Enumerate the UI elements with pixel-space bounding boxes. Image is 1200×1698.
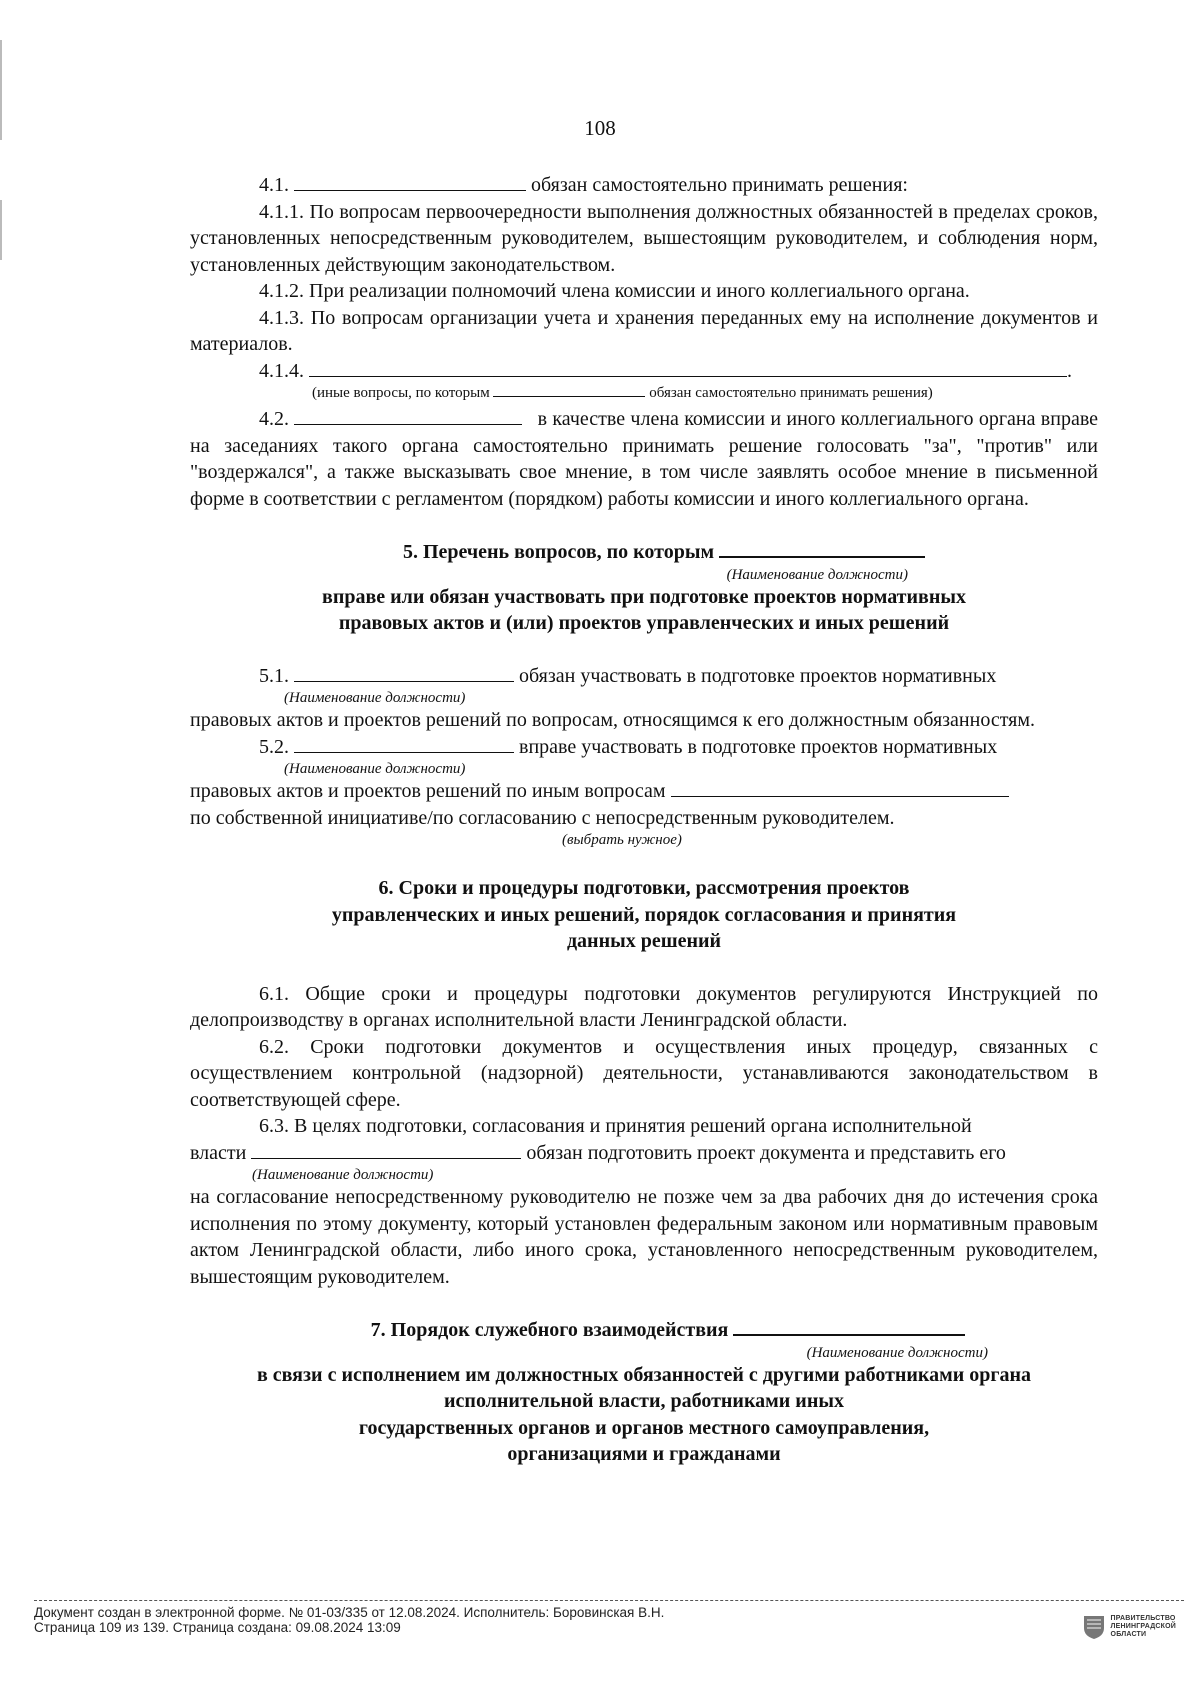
logo-text: ОБЛАСТИ (1110, 1631, 1147, 1638)
paragraph-4-1 (190, 172, 1098, 199)
heading-text: 5. Перечень вопросов, по которым (402, 541, 715, 563)
clause-number: 5.2. (259, 735, 289, 758)
blank-line (493, 384, 645, 397)
coat-of-arms-icon (1083, 1614, 1105, 1640)
footer-line-2: Страница 109 из 139. Страница создана: 09.08.2024 13:09 (34, 1620, 401, 1635)
choose-hint: (выбрать нужное) (562, 832, 682, 848)
section-7-heading-line-5: организациями и гражданами (507, 1443, 781, 1465)
paragraph-6-3-continuation: на согласование непосредственному руководителю не позже чем за два рабочих дня до истечения срока исполнения по этому документу, который установлен федеральным законом или нормативным правовым актом Ленинградской области, либо иного срока, установленного непосредственным руководителем, вышестоящим руководителем. (190, 1186, 1098, 1288)
clause-text: правовых актов и проектов решений по иным вопросам (190, 780, 666, 802)
blank-line (733, 1316, 965, 1336)
blank-line (294, 663, 514, 682)
paragraph-5-2-continuation-2: по собственной инициативе/по согласованию с непосредственным руководителем. (190, 806, 895, 829)
paragraph-4-1-4 (190, 358, 1098, 385)
blank-line (719, 538, 925, 558)
clause-text: обязан самостоятельно принимать решения: (531, 174, 908, 196)
clause-text: органа вправе на заседаниях такого органа самостоятельно принимать решение голосовать "за", "против" или "воздержался", а также высказывать свое мнение, в том числе заявлять особое мнение в письменной форме в соответствии с регламентом (порядком) работы комиссии и иного коллегиального органа. (190, 408, 1099, 510)
blank-line (251, 1140, 521, 1159)
section-6-heading-line-2: управленческих и иных решений, порядок согласования и принятия (331, 903, 957, 926)
blank-line (671, 778, 1009, 797)
heading-hint: (Наименование должности) (806, 1344, 988, 1361)
paragraph-5-2 (190, 734, 1098, 761)
clause-text: вправе участвовать в подготовке проектов нормативных (519, 735, 998, 758)
spacer (190, 512, 1098, 538)
logo-text: ПРАВИТЕЛЬСТВО (1110, 1615, 1176, 1622)
government-logo (1083, 1614, 1176, 1640)
section-6-heading-line-3: данных решений (566, 930, 722, 952)
blank-line (294, 172, 526, 191)
footer-line-1: Документ создан в электронной форме. № 01-03/335 от 12.08.2024. Исполнитель: Боровинская В.Н. (34, 1605, 665, 1620)
clause-text: обязан подготовить проект документа и представить его (526, 1141, 1006, 1164)
heading-hint: (Наименование должности) (726, 566, 908, 583)
paragraph-6-3: 6.3. В целях подготовки, согласования и принятия решений органа исполнительной (259, 1115, 972, 1137)
paragraph-4-1-4-hint (190, 384, 1098, 402)
section-7-heading-line-3: исполнительной власти, работниками иных (444, 1390, 844, 1412)
page-number: 108 (584, 116, 616, 140)
section-7-heading-line-2: в связи с исполнением им должностных обязанностей с другими работниками органа (256, 1363, 1032, 1386)
field-hint: (Наименование должности) (284, 690, 466, 706)
paragraph-4-1-3: 4.1.3. По вопросам организации учета и хранения переданных ему на исполнение документов и материалов. (190, 306, 1098, 355)
scan-edge-mark (0, 200, 2, 260)
clause-text: в качестве члена комиссии и иного коллегиального (537, 408, 974, 430)
clause-number: 4.1. (259, 174, 289, 196)
heading-text: 7. Порядок служебного взаимодействия (370, 1319, 729, 1341)
section-5-heading (190, 538, 1098, 566)
section-7-heading-line-4: государственных органов и органов местного самоуправления, (358, 1416, 930, 1439)
paragraph-5-2-continuation (190, 778, 1098, 805)
clause-number: 5.1. (259, 664, 289, 687)
spacer (190, 849, 1098, 875)
clause-text: обязан участвовать в подготовке проектов нормативных (519, 664, 997, 687)
clause-text: власти (190, 1141, 247, 1164)
paragraph-6-1: 6.1. Общие сроки и процедуры подготовки документов регулируются Инструкцией по делопроизводству в органах исполнительной власти Ленинградской области. (190, 982, 1098, 1031)
hint-text: (иные вопросы, по которым (312, 385, 490, 401)
blank-line (294, 406, 522, 425)
blank-line (309, 358, 1067, 377)
paragraph-5-1 (190, 663, 1098, 690)
section-7-heading (190, 1316, 1098, 1344)
paragraph-4-1-1: 4.1.1. По вопросам первоочередности выполнения должностных обязанностей в пределах сроков, установленных непосредственным руководителем, вышестоящим руководителем, и соблюдения норм, установленных действующим законодательством. (190, 200, 1098, 276)
document-footer (34, 1600, 1184, 1635)
hint-text: обязан самостоятельно принимать решения) (649, 385, 933, 401)
clause-end: . (1067, 359, 1072, 382)
document-body (190, 172, 1098, 1468)
spacer (190, 1290, 1098, 1316)
paragraph-4-1-2: 4.1.2. При реализации полномочий члена комиссии и иного коллегиального органа. (259, 280, 970, 302)
spacer (190, 637, 1098, 663)
clause-number: 4.1.4. (259, 359, 304, 382)
section-5-heading-line-3: правовых актов и (или) проектов управленческих и иных решений (338, 612, 950, 634)
blank-line (294, 734, 514, 753)
paragraph-4-2 (190, 406, 1098, 512)
paragraph-5-1-continuation: правовых актов и проектов решений по вопросам, относящимся к его должностным обязанностям. (190, 709, 1036, 731)
logo-caption (1111, 1615, 1176, 1639)
field-hint: (Наименование должности) (252, 1167, 434, 1183)
section-5-heading-line-2: вправе или обязан участвовать при подготовке проектов нормативных (322, 585, 966, 608)
footer-divider (34, 1600, 1184, 1601)
field-hint: (Наименование должности) (284, 761, 466, 777)
spacer (190, 955, 1098, 981)
paragraph-6-3-line-2 (190, 1140, 1098, 1167)
paragraph-6-2: 6.2. Сроки подготовки документов и осуществления иных процедур, связанных с осуществлением контрольной (надзорной) деятельности, устанавливаются законодательством в соответствующей сфере. (190, 1035, 1098, 1111)
section-6-heading: 6. Сроки и процедуры подготовки, рассмотрения проектов (378, 877, 910, 899)
clause-number: 4.2. (259, 408, 289, 430)
logo-text: ЛЕНИНГРАДСКОЙ (1110, 1623, 1176, 1630)
